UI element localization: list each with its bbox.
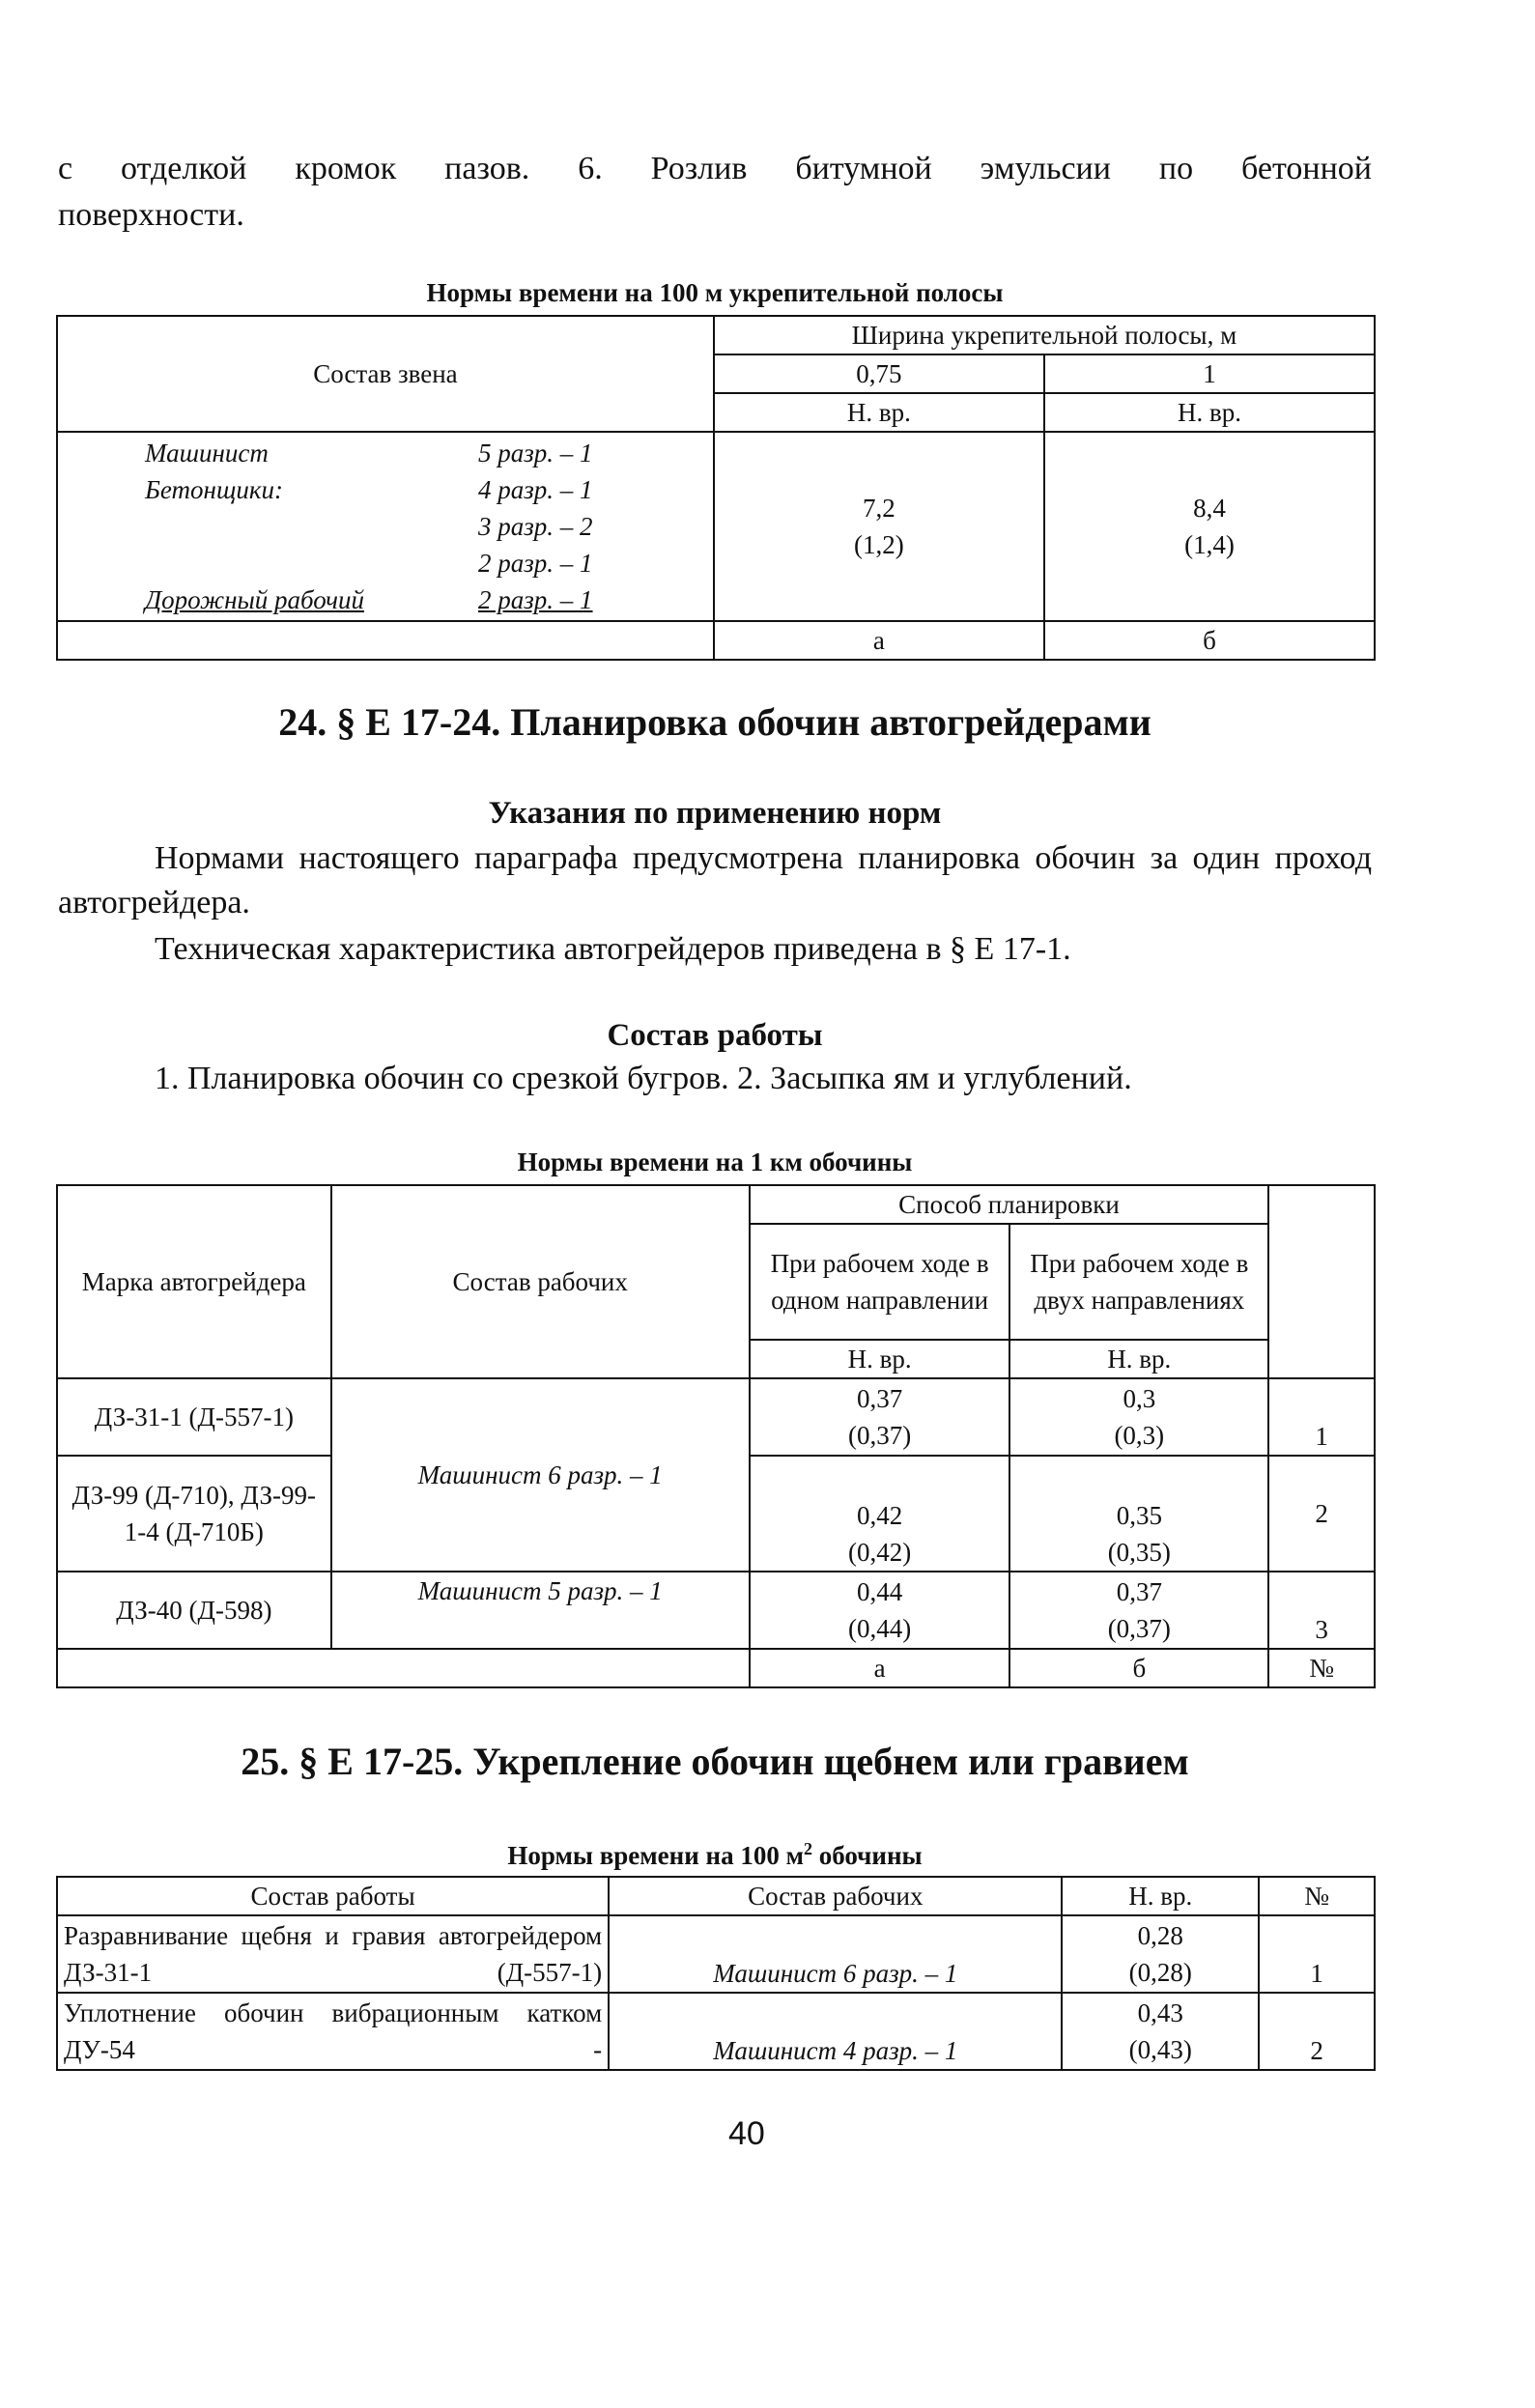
table3-header-crew: Состав рабочих	[609, 1877, 1062, 1915]
table1	[56, 315, 1376, 661]
value: 0,43	[1137, 1998, 1183, 2027]
crew-grade: 2 разр. – 1	[478, 585, 593, 614]
table2-row1-a	[750, 1378, 1010, 1456]
value: 0,37	[1116, 1577, 1162, 1606]
value: 7,2	[863, 494, 895, 523]
crew-role: Бетонщики:	[145, 475, 283, 504]
table2-letter-b: б	[1009, 1649, 1268, 1687]
table1-caption: Нормы времени на 100 м укрепительной полосы	[426, 278, 1004, 307]
table2-row1-b	[1009, 1378, 1268, 1456]
table2-row1-number: 1	[1268, 1378, 1375, 1456]
table2-row3-b	[1009, 1572, 1268, 1649]
table1-width-2: 1	[1044, 354, 1375, 393]
value-paren: (0,37)	[1107, 1614, 1171, 1643]
value-paren: (1,4)	[1184, 530, 1235, 559]
table3-row2-work: Уплотнение обочин вибрационным катком ДУ-54 -	[57, 1993, 609, 2070]
table1-width-1: 0,75	[714, 354, 1044, 393]
table2	[56, 1184, 1376, 1688]
table3-row2-number: 2	[1259, 1993, 1375, 2070]
intro-line-1: с отделкой кромок пазов. 6. Розлив битумной эмульсии по бетонной	[58, 151, 1372, 186]
table1-header-crew: Состав звена	[57, 316, 714, 432]
table2-header-method: Способ планировки	[750, 1185, 1268, 1224]
value-paren: (0,43)	[1128, 2035, 1192, 2064]
table3-row1-crew: Машинист 6 разр. – 1	[609, 1915, 1062, 1993]
table3-header-work: Состав работы	[57, 1877, 609, 1915]
table2-letter-no: №	[1268, 1649, 1375, 1687]
value: 0,37	[856, 1384, 903, 1413]
table1-letter-b: б	[1044, 621, 1375, 660]
section24-guide-p2: Техническая характеристика автогрейдеров приведена в § Е 17-1.	[155, 931, 1071, 967]
table2-row3-brand: ДЗ-40 (Д-598)	[57, 1572, 331, 1649]
table2-header-two-directions: При рабочем ходе в двух направлениях	[1009, 1224, 1268, 1340]
table1-value-1	[714, 432, 1044, 621]
table1-unit-2: Н. вр.	[1044, 393, 1375, 432]
value-paren: (0,44)	[848, 1614, 912, 1643]
table3-row2-crew: Машинист 4 разр. – 1	[609, 1993, 1062, 2070]
table3-header-unit: Н. вр.	[1062, 1877, 1259, 1915]
value: 0,3	[1123, 1384, 1156, 1413]
table2-unit-2: Н. вр.	[1009, 1340, 1268, 1378]
table1-footer-empty	[57, 621, 714, 660]
table3-caption	[58, 1839, 1372, 1871]
value-paren: (0,37)	[848, 1421, 912, 1450]
table1-crew-cell	[57, 432, 714, 621]
table3-caption-sup: 2	[803, 1839, 812, 1858]
value-paren: (0,35)	[1107, 1538, 1171, 1567]
section24-guide-title: Указания по применению норм	[488, 796, 942, 831]
value: 0,42	[856, 1501, 903, 1530]
table1-unit-1: Н. вр.	[714, 393, 1044, 432]
table2-row2-a	[750, 1456, 1010, 1572]
section25-title: 25. § Е 17-25. Укрепление обочин щебнем или гравием	[241, 1740, 1189, 1783]
table2-row3-number: 3	[1268, 1572, 1375, 1649]
table3-header-number: №	[1259, 1877, 1375, 1915]
table3-row1-value	[1062, 1915, 1259, 1993]
table3-caption-tail: обочины	[811, 1841, 923, 1870]
crew-grade: 3 разр. – 2	[478, 512, 593, 541]
value: 0,44	[856, 1577, 903, 1606]
value-paren: (0,28)	[1128, 1958, 1192, 1987]
crew-role	[145, 508, 478, 545]
crew-role: Машинист	[145, 439, 269, 467]
table3-row2-value	[1062, 1993, 1259, 2070]
crew-grade: 2 разр. – 1	[478, 549, 593, 578]
table1-letter-a: а	[714, 621, 1044, 660]
table2-row2-brand: ДЗ-99 (Д-710), ДЗ-99-1-4 (Д-710Б)	[57, 1456, 331, 1572]
table2-unit-1: Н. вр.	[750, 1340, 1010, 1378]
table1-crew-list	[145, 435, 707, 618]
table2-footer-empty	[57, 1649, 750, 1687]
table2-row1-brand: ДЗ-31-1 (Д-557-1)	[57, 1378, 331, 1456]
table2-row2-b	[1009, 1456, 1268, 1572]
table2-header-crew: Состав рабочих	[331, 1185, 750, 1378]
crew-role	[145, 545, 478, 581]
table2-row3-a	[750, 1572, 1010, 1649]
crew-role: Дорожный рабочий	[145, 585, 364, 614]
table1-header-width: Ширина укрепительной полосы, м	[714, 316, 1375, 354]
table2-letter-a: а	[750, 1649, 1010, 1687]
section24-title: 24. § Е 17-24. Планировка обочин автогрейдерами	[278, 700, 1151, 744]
intro-line-2: поверхности.	[58, 197, 244, 233]
table2-crew-2: Машинист 5 разр. – 1	[331, 1572, 750, 1649]
crew-grade: 5 разр. – 1	[478, 439, 593, 467]
table1-value-2	[1044, 432, 1375, 621]
crew-grade: 4 разр. – 1	[478, 475, 593, 504]
table3-row1-work: Разравнивание щебня и гравия автогрейдером ДЗ-31-1 (Д-557-1)	[57, 1915, 609, 1993]
table2-header-brand: Марка автогрейдера	[57, 1185, 331, 1378]
value: 8,4	[1193, 494, 1226, 523]
value-paren: (1,2)	[854, 530, 904, 559]
table2-header-empty	[1268, 1185, 1375, 1378]
value: 0,35	[1116, 1501, 1162, 1530]
table3-row1-number: 1	[1259, 1915, 1375, 1993]
value-paren: (0,42)	[848, 1538, 912, 1567]
section24-work-p: 1. Планировка обочин со срезкой бугров. 2. Засыпка ям и углублений.	[155, 1061, 1132, 1096]
table2-header-one-direction: При рабочем ходе в одном направлении	[750, 1224, 1010, 1340]
table3-caption-text: Нормы времени на 100 м	[507, 1841, 804, 1870]
section24-work-title: Состав работы	[607, 1018, 823, 1053]
table2-caption: Нормы времени на 1 км обочины	[517, 1147, 913, 1176]
table3	[56, 1876, 1376, 2071]
value-paren: (0,3)	[1114, 1421, 1165, 1450]
value: 0,28	[1137, 1921, 1183, 1950]
table2-row2-number: 2	[1268, 1456, 1375, 1572]
page-number: 40	[728, 2115, 765, 2152]
section24-guide-p1: Нормами настоящего параграфа предусмотрена планировка обочин за один проход автогрейдера.	[58, 840, 1372, 921]
table2-crew-1: Машинист 6 разр. – 1	[331, 1378, 750, 1572]
